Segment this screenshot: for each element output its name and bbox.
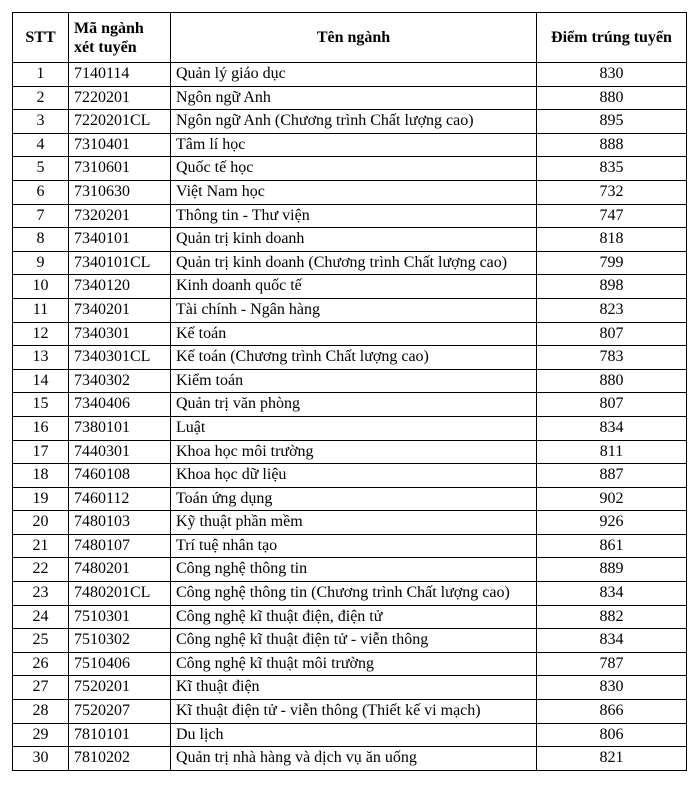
row-major-code: 7480201: [69, 558, 171, 582]
table-row: [13, 723, 687, 747]
table-row: [13, 204, 687, 228]
row-stt: 8: [13, 228, 69, 252]
row-stt: 14: [13, 369, 69, 393]
header-row: [13, 13, 687, 63]
table-row: [13, 464, 687, 488]
row-major-name: Công nghệ kĩ thuật điện tử - viễn thông: [171, 629, 537, 653]
row-major-name: Thông tin - Thư viện: [171, 204, 537, 228]
row-major-name: Công nghệ thông tin (Chương trình Chất lượng cao): [171, 582, 537, 606]
row-major-name: Công nghệ kĩ thuật môi trường: [171, 652, 537, 676]
row-major-code: 7340301: [69, 322, 171, 346]
row-major-name: Công nghệ thông tin: [171, 558, 537, 582]
row-stt: 6: [13, 180, 69, 204]
row-major-code: 7460108: [69, 464, 171, 488]
row-admission-score: 787: [537, 652, 687, 676]
row-admission-score: 823: [537, 298, 687, 322]
row-major-code: 7310630: [69, 180, 171, 204]
row-admission-score: 926: [537, 511, 687, 535]
table-row: [13, 251, 687, 275]
row-stt: 15: [13, 393, 69, 417]
row-stt: 25: [13, 629, 69, 653]
row-major-name: Khoa học dữ liệu: [171, 464, 537, 488]
row-stt: 10: [13, 275, 69, 299]
row-major-name: Luật: [171, 416, 537, 440]
row-major-name: Quốc tế học: [171, 157, 537, 181]
row-stt: 12: [13, 322, 69, 346]
row-admission-score: 807: [537, 393, 687, 417]
row-stt: 2: [13, 86, 69, 110]
table-row: [13, 393, 687, 417]
table-header: [13, 13, 687, 63]
table-row: [13, 63, 687, 87]
row-stt: 11: [13, 298, 69, 322]
row-stt: 3: [13, 110, 69, 134]
table-row: [13, 511, 687, 535]
row-major-code: 7810202: [69, 747, 171, 771]
row-admission-score: 887: [537, 464, 687, 488]
row-major-name: Kỹ thuật phần mềm: [171, 511, 537, 535]
table-body: [13, 63, 687, 771]
row-major-code: 7510302: [69, 629, 171, 653]
row-stt: 13: [13, 346, 69, 370]
row-major-name: Ngôn ngữ Anh: [171, 86, 537, 110]
row-admission-score: 888: [537, 133, 687, 157]
row-major-name: Quản trị nhà hàng và dịch vụ ăn uống: [171, 747, 537, 771]
row-major-code: 7340120: [69, 275, 171, 299]
row-admission-score: 835: [537, 157, 687, 181]
row-stt: 19: [13, 487, 69, 511]
table-row: [13, 346, 687, 370]
row-stt: 4: [13, 133, 69, 157]
row-major-name: Kế toán (Chương trình Chất lượng cao): [171, 346, 537, 370]
row-major-code: 7220201: [69, 86, 171, 110]
row-major-code: 7340301CL: [69, 346, 171, 370]
header-admission-score: Điểm trúng tuyển: [537, 13, 687, 63]
row-major-code: 7520207: [69, 700, 171, 724]
row-admission-score: 895: [537, 110, 687, 134]
row-admission-score: 882: [537, 605, 687, 629]
row-major-name: Trí tuệ nhân tạo: [171, 534, 537, 558]
row-stt: 20: [13, 511, 69, 535]
row-admission-score: 747: [537, 204, 687, 228]
table-row: [13, 558, 687, 582]
row-major-code: 7340406: [69, 393, 171, 417]
row-major-name: Tài chính - Ngân hàng: [171, 298, 537, 322]
row-major-code: 7340101CL: [69, 251, 171, 275]
row-admission-score: 821: [537, 747, 687, 771]
row-major-code: 7340101: [69, 228, 171, 252]
row-major-code: 7380101: [69, 416, 171, 440]
row-major-code: 7510301: [69, 605, 171, 629]
row-stt: 18: [13, 464, 69, 488]
row-admission-score: 834: [537, 582, 687, 606]
table-row: [13, 652, 687, 676]
row-stt: 5: [13, 157, 69, 181]
row-major-code: 7220201CL: [69, 110, 171, 134]
row-admission-score: 783: [537, 346, 687, 370]
row-stt: 26: [13, 652, 69, 676]
table-row: [13, 747, 687, 771]
row-major-code: 7310401: [69, 133, 171, 157]
header-major-code: Mã ngành xét tuyển: [69, 13, 171, 63]
row-major-name: Quản lý giáo dục: [171, 63, 537, 87]
table-row: [13, 605, 687, 629]
row-major-name: Quản trị kinh doanh: [171, 228, 537, 252]
table-row: [13, 676, 687, 700]
table-row: [13, 416, 687, 440]
row-major-code: 7320201: [69, 204, 171, 228]
row-stt: 30: [13, 747, 69, 771]
row-major-code: 7520201: [69, 676, 171, 700]
row-major-name: Khoa học môi trường: [171, 440, 537, 464]
table-row: [13, 322, 687, 346]
table-row: [13, 180, 687, 204]
table-row: [13, 133, 687, 157]
table-row: [13, 157, 687, 181]
row-major-name: Du lịch: [171, 723, 537, 747]
row-major-code: 7810101: [69, 723, 171, 747]
table-row: [13, 582, 687, 606]
table-row: [13, 369, 687, 393]
row-major-code: 7440301: [69, 440, 171, 464]
row-major-name: Quản trị kinh doanh (Chương trình Chất lượng cao): [171, 251, 537, 275]
row-admission-score: 861: [537, 534, 687, 558]
table-row: [13, 440, 687, 464]
row-admission-score: 818: [537, 228, 687, 252]
table-row: [13, 487, 687, 511]
row-admission-score: 866: [537, 700, 687, 724]
row-major-name: Kĩ thuật điện: [171, 676, 537, 700]
row-admission-score: 811: [537, 440, 687, 464]
row-major-name: Toán ứng dụng: [171, 487, 537, 511]
row-major-code: 7510406: [69, 652, 171, 676]
row-admission-score: 807: [537, 322, 687, 346]
row-major-code: 7460112: [69, 487, 171, 511]
row-major-name: Kinh doanh quốc tế: [171, 275, 537, 299]
row-stt: 17: [13, 440, 69, 464]
row-admission-score: 902: [537, 487, 687, 511]
row-stt: 21: [13, 534, 69, 558]
row-major-code: 7340201: [69, 298, 171, 322]
row-major-name: Tâm lí học: [171, 133, 537, 157]
row-stt: 29: [13, 723, 69, 747]
table-row: [13, 110, 687, 134]
table-row: [13, 700, 687, 724]
row-major-code: 7480103: [69, 511, 171, 535]
table-row: [13, 275, 687, 299]
row-major-name: Kiểm toán: [171, 369, 537, 393]
header-major-name: Tên ngành: [171, 13, 537, 63]
header-stt: STT: [13, 13, 69, 63]
table-row: [13, 228, 687, 252]
table-row: [13, 534, 687, 558]
row-major-name: Kĩ thuật điện tử - viễn thông (Thiết kế vi mạch): [171, 700, 537, 724]
row-admission-score: 898: [537, 275, 687, 299]
row-major-name: Quản trị văn phòng: [171, 393, 537, 417]
row-major-code: 7310601: [69, 157, 171, 181]
row-admission-score: 732: [537, 180, 687, 204]
row-major-code: 7140114: [69, 63, 171, 87]
table-row: [13, 86, 687, 110]
row-major-name: Ngôn ngữ Anh (Chương trình Chất lượng cao): [171, 110, 537, 134]
row-major-name: Việt Nam học: [171, 180, 537, 204]
row-stt: 28: [13, 700, 69, 724]
table-row: [13, 298, 687, 322]
row-stt: 1: [13, 63, 69, 87]
row-admission-score: 830: [537, 63, 687, 87]
row-admission-score: 799: [537, 251, 687, 275]
row-stt: 7: [13, 204, 69, 228]
admission-scores-table: [12, 12, 687, 771]
row-stt: 22: [13, 558, 69, 582]
row-admission-score: 830: [537, 676, 687, 700]
row-major-name: Công nghệ kĩ thuật điện, điện tử: [171, 605, 537, 629]
row-admission-score: 806: [537, 723, 687, 747]
row-admission-score: 880: [537, 86, 687, 110]
row-major-code: 7480107: [69, 534, 171, 558]
row-admission-score: 880: [537, 369, 687, 393]
row-major-code: 7480201CL: [69, 582, 171, 606]
table-row: [13, 629, 687, 653]
row-stt: 16: [13, 416, 69, 440]
row-major-name: Kế toán: [171, 322, 537, 346]
row-admission-score: 834: [537, 629, 687, 653]
row-stt: 27: [13, 676, 69, 700]
row-stt: 23: [13, 582, 69, 606]
row-major-code: 7340302: [69, 369, 171, 393]
row-stt: 24: [13, 605, 69, 629]
row-admission-score: 834: [537, 416, 687, 440]
row-stt: 9: [13, 251, 69, 275]
row-admission-score: 889: [537, 558, 687, 582]
